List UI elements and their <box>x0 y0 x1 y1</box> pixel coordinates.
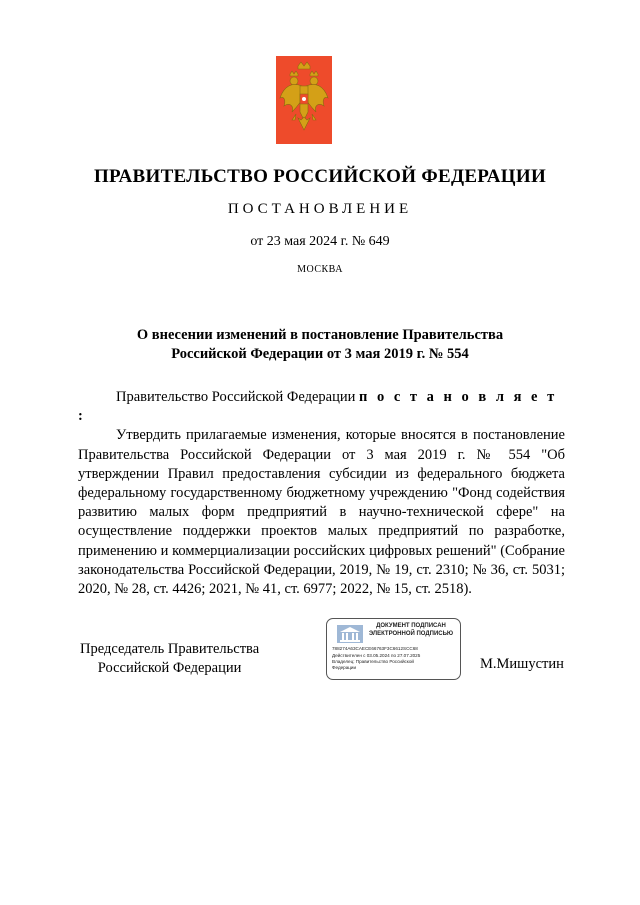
position-line-2: Российской Федерации <box>97 660 242 676</box>
certificate-owner: Владелец: Правительство Российской <box>332 659 414 664</box>
decrees-word: п о с т а н о в л я е т : <box>78 389 558 425</box>
government-title: ПРАВИТЕЛЬСТВО РОССИЙСКОЙ ФЕДЕРАЦИИ <box>93 166 547 187</box>
certificate-number: 788274A63CAECE66763F3C6612SCC68 <box>332 646 418 651</box>
decree-intro <box>78 388 565 426</box>
signatory-position <box>80 640 259 678</box>
decree-paragraph: Утвердить прилагаемые изменения, которые вносятся в постановление Правительства Российской Федерации от 3 мая 2019 г. № 554 "Об утверждении Правил предоставления субсидии из федерального бюджета федеральному государственному бюджетному учреждению "Фонд содействия развитию малых форм предприятий в научно-технической сфере" на осуществление поддержки проектов малых предприятий по разработке, применению и коммерциализации российских цифровых решений" (Собрание законодательства Российской Федерации, 2019, № 19, ст. 2310; № 36, ст. 5031; 2020, № 28, ст. 4426; 2021, № 41, ст. 6977; 2022, № 15, ст. 2518). <box>78 427 565 598</box>
government-building-icon <box>337 625 363 643</box>
subject-line-1: О внесении изменений в постановление Правительства <box>136 327 504 343</box>
document-type: ПОСТАНОВЛЕНИЕ <box>227 201 413 217</box>
state-emblem <box>276 56 332 144</box>
position-line-1: Председатель Правительства <box>80 641 260 657</box>
signatory-name: М.Мишустин <box>480 656 564 672</box>
document-city: МОСКВА <box>297 264 343 275</box>
subject-line-2: Российской Федерации от 3 мая 2019 г. № 554 <box>171 346 469 362</box>
stamp-title <box>365 623 457 638</box>
document-subject <box>0 326 640 364</box>
document-body <box>78 388 565 599</box>
document-date-number: от 23 мая 2024 г. № 649 <box>250 234 390 249</box>
electronic-signature-stamp <box>326 618 461 680</box>
stamp-title-line-1: ДОКУМЕНТ ПОДПИСАН <box>376 623 446 629</box>
stamp-title-line-2: ЭЛЕКТРОННОЙ ПОДПИСЬЮ <box>368 630 454 637</box>
double-headed-eagle-icon <box>276 56 332 144</box>
certificate-owner-continued: Федерации <box>332 665 357 670</box>
certificate-validity: Действителен с 03.05.2024 по 27.07.2025 <box>332 653 421 658</box>
decree-intro-text: Правительство Российской Федерации <box>116 389 359 405</box>
